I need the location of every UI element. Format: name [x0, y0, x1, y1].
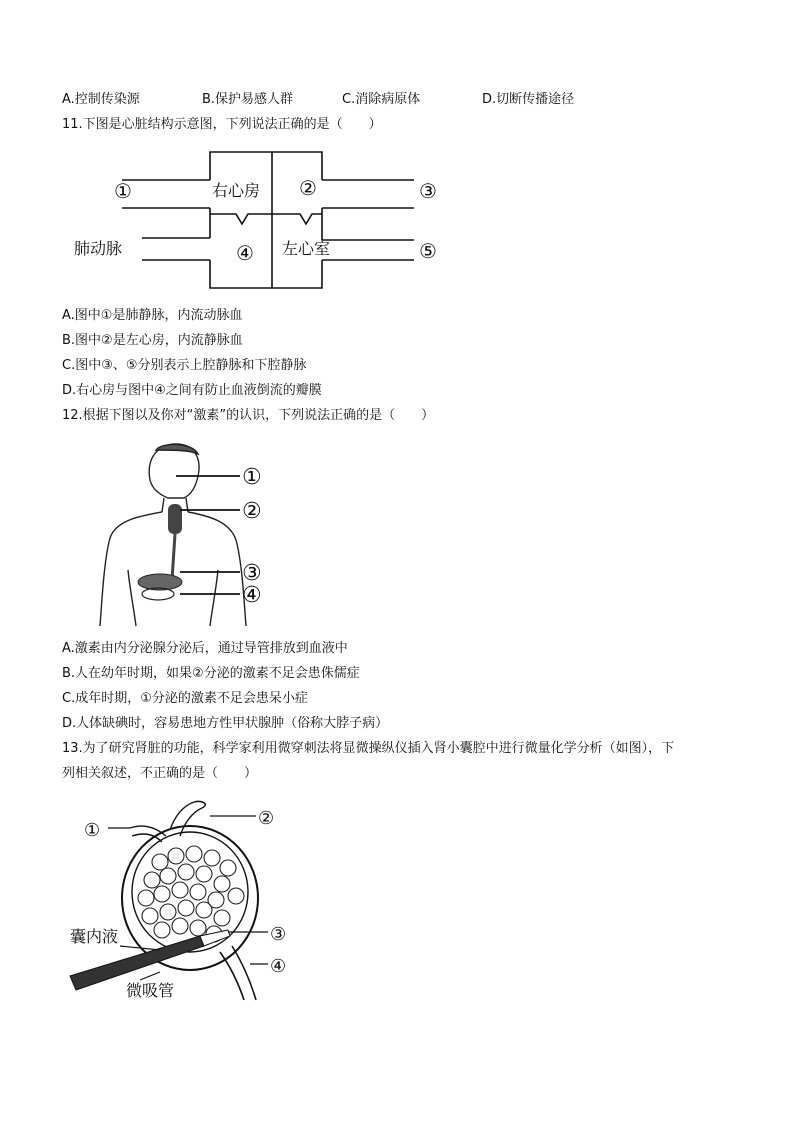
endocrine-mark-3: ③: [242, 561, 262, 586]
right-atrium-label: 右心房: [212, 181, 261, 200]
q12-option-d: D.人体缺碘时，容易患地方性甲状腺肿（俗称大脖子病）: [62, 716, 389, 731]
q13-stem-line1: 13.为了研究肾脏的功能，科学家利用微穿刺法将显微操纵仪插入肾小囊腔中进行微量化学分析（如图），下: [62, 741, 675, 756]
q10-option-d: D.切断传播途径: [482, 92, 575, 107]
endocrine-mark-4: ④: [242, 583, 262, 608]
renal-mark-4: ④: [270, 956, 287, 977]
heart-mark-2: ②: [299, 176, 317, 200]
q11-option-c: C.图中③、⑤分别表示上腔静脉和下腔静脉: [62, 358, 307, 373]
q12-option-b: B.人在幼年时期，如果②分泌的激素不足会患侏儒症: [62, 666, 360, 681]
heart-mark-4: ④: [236, 241, 254, 265]
renal-capsule-micropuncture-diagram: [70, 800, 300, 1002]
renal-mark-1: ①: [84, 820, 101, 841]
endocrine-mark-1: ①: [242, 465, 262, 490]
q13-stem-line2: 列相关叙述，不正确的是（ ）: [62, 766, 258, 781]
renal-mark-3: ③: [270, 924, 287, 945]
renal-mark-2: ②: [258, 808, 275, 829]
q11-option-b: B.图中②是左心房，内流静脉血: [62, 333, 243, 348]
q10-option-b: B.保护易感人群: [202, 92, 294, 107]
q11-stem: 11.下图是心脏结构示意图，下列说法正确的是（ ）: [62, 117, 382, 132]
q11-option-d: D.右心房与图中④之间有防止血液倒流的瓣膜: [62, 383, 322, 398]
endocrine-mark-2: ②: [242, 499, 262, 524]
q12-stem: 12.根据下图以及你对“激素”的认识，下列说法正确的是（ ）: [62, 408, 435, 423]
q10-option-c: C.消除病原体: [342, 92, 421, 107]
capsule-fluid-label: 囊内液: [70, 927, 119, 946]
endocrine-glands-diagram: [100, 440, 275, 626]
heart-mark-3: ③: [419, 179, 437, 203]
heart-mark-5: ⑤: [419, 239, 437, 263]
q11-option-a: A.图中①是肺静脉，内流动脉血: [62, 308, 243, 323]
q10-option-a: A.控制传染源: [62, 92, 140, 107]
pulmonary-artery-label: 肺动脉: [74, 239, 123, 258]
q10-options: [62, 90, 722, 110]
micropipette-label: 微吸管: [126, 981, 175, 1000]
left-ventricle-label: 左心室: [282, 239, 331, 258]
q12-option-a: A.激素由内分泌腺分泌后，通过导管排放到血液中: [62, 641, 348, 656]
heart-mark-1: ①: [114, 179, 132, 203]
q12-option-c: C.成年时期，①分泌的激素不足会患呆小症: [62, 691, 308, 706]
heart-structure-diagram: [74, 148, 448, 293]
